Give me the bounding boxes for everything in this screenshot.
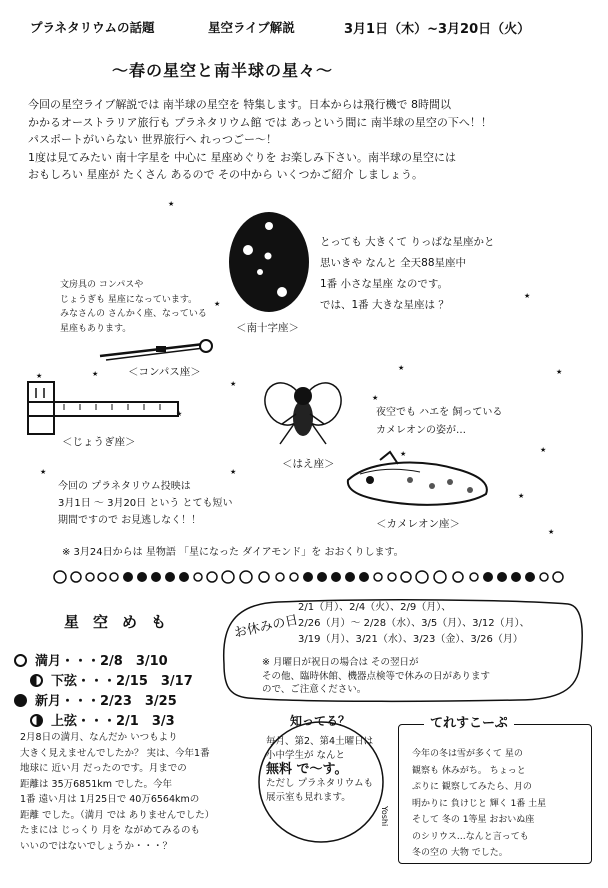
- note-line: そして 冬の 1等星 おおいぬ座: [412, 815, 535, 825]
- moon-phase-last-quarter: [30, 670, 193, 689]
- star-dot: [265, 253, 272, 260]
- header-event: 星空ライブ解説: [208, 20, 295, 35]
- note-line: とっても 大きくて りっぱな星座かと: [320, 236, 495, 248]
- note-line: みなさんの さんかく座、なっている: [60, 309, 207, 319]
- note-line: ただし プラネタリウムも: [266, 778, 374, 789]
- new-moon-icon: [14, 694, 27, 707]
- note-line: 距離は 35万6851km でした。今年: [20, 778, 173, 790]
- header-topic: プラネタリウムの話題: [30, 20, 155, 35]
- note-line: 期間ですので お見逃しなく！！: [58, 515, 202, 526]
- star-icon: ★: [372, 394, 379, 402]
- author-signature: Yoshi: [380, 806, 389, 827]
- moon-phase-first-quarter: [30, 710, 175, 729]
- note-line: 大きく見えませんでしたか？ 実は、今年1番: [20, 747, 210, 759]
- star-icon: ★: [548, 528, 555, 536]
- note-line: じょうぎも 星座になっています。: [60, 294, 198, 305]
- header: [22, 14, 592, 36]
- star-icon: ★: [230, 380, 237, 388]
- note-line: 文房具の コンパスや: [60, 280, 144, 290]
- sidebar-title: 星空めも: [64, 613, 181, 631]
- holiday-date-line: 2/26（月）〜 2/28（水）、3/5（月）、3/12（月）、: [298, 618, 530, 629]
- star-icon: ★: [518, 492, 525, 500]
- note-line: 星座もあります。: [60, 323, 132, 334]
- star-icon: ★: [230, 468, 237, 476]
- note-line: カメレオンの姿が…: [376, 425, 466, 436]
- note-line: 観察も 休みがち。 ちょっと: [412, 765, 526, 776]
- moon-circles-divider: [52, 567, 572, 587]
- note-line: 小中学生が なんと: [266, 750, 346, 761]
- note-line: たまには じっくり 月を ながめてみるのも: [20, 825, 201, 836]
- note-line: 毎月、第2、第4土曜日は: [266, 736, 374, 747]
- southern-cross-illustration: [224, 208, 314, 316]
- last-quarter-moon-icon: [30, 674, 43, 687]
- note-line: ぷりに 観察してみたら、月の: [412, 782, 532, 792]
- star-icon: ★: [524, 292, 531, 300]
- note-line: 1番 小さな星座 なのです。: [320, 278, 449, 290]
- star-dot: [243, 245, 253, 255]
- note-line: 2月8日の満月、なんだか いつもより: [20, 732, 178, 743]
- ruler-caption: ＜じょうぎ座＞: [62, 436, 136, 448]
- full-moon-icon: [14, 654, 27, 667]
- chameleon-caption: ＜カメレオン座＞: [376, 518, 460, 530]
- moon-phase-label: 下弦・・・2/15 3/17: [51, 674, 193, 689]
- compass-caption: ＜コンパス座＞: [128, 366, 201, 378]
- southern-cross-note: [320, 232, 494, 316]
- star-icon: ★: [92, 370, 99, 378]
- note-line: 今回の プラネタリウム投映は: [58, 481, 191, 492]
- telescope-note: [412, 746, 546, 862]
- note-line: ※ 月曜日が祝日の場合は その翌日が: [262, 657, 419, 668]
- fly-note: [376, 404, 502, 440]
- holiday-date-line: 2/1（月）、2/4（火）、2/9（月）、: [298, 602, 452, 613]
- note-line: ので、ご注意ください。: [262, 684, 367, 695]
- star-dot: [277, 287, 287, 297]
- intro-line: パスポートがいらない 世界旅行へ れっつごー〜！: [28, 133, 277, 146]
- note-line: 明かりに 負けじと 輝く 1番 土星: [412, 798, 547, 809]
- star-icon: ★: [168, 200, 175, 208]
- compass-note: [60, 278, 207, 336]
- compass-illustration: [96, 334, 220, 362]
- chameleon-illustration: [340, 450, 494, 514]
- intro-line: 今回の星空ライブ解説では 南半球の星空を 特集します。日本からは飛行機で 8時間以: [28, 98, 451, 111]
- star-icon: ★: [36, 372, 43, 380]
- star-icon: ★: [214, 300, 221, 308]
- star-icon: ★: [176, 410, 183, 418]
- star-icon: ★: [40, 468, 47, 476]
- note-line: では、1番 大きな星座は ？: [320, 299, 449, 311]
- moon-phase-new: [14, 690, 177, 709]
- did-you-know-title: 知ってる？: [290, 714, 351, 728]
- ruler-illustration: [24, 374, 184, 438]
- moon-phase-full: [14, 650, 168, 669]
- first-quarter-moon-icon: [30, 714, 43, 727]
- holiday-date-line: 3/19（月）、3/21（水）、3/23（金）、3/26（月）: [298, 634, 523, 645]
- note-line: 無料 で〜す。: [266, 762, 348, 777]
- holiday-label: お休みの日: [232, 612, 300, 641]
- note-line: 夜空でも ハエを 飼っている: [376, 407, 503, 418]
- star-icon: ★: [398, 364, 405, 372]
- header-period: 3月1日（木）~3月20日（火）: [344, 22, 531, 37]
- intro-line: 1度は見てみたい 南十字星を 中心に 星座めぐりを お楽しみ下さい。南半球の星空には: [28, 150, 456, 164]
- did-you-know-note: [266, 735, 373, 805]
- fly-illustration: [262, 374, 344, 452]
- star-icon: ★: [400, 450, 407, 458]
- note-line: のシリウス…なんと言っても: [412, 831, 529, 842]
- note-line: 思いきや なんと 全天88星座中: [320, 257, 467, 269]
- fly-caption: ＜はえ座＞: [282, 458, 335, 470]
- moon-phase-label: 満月・・・2/8 3/10: [35, 654, 168, 669]
- note-line: 展示室も見れます。: [266, 792, 351, 803]
- note-line: いいのではないでしょうか・・・？: [20, 840, 173, 852]
- star-icon: ★: [540, 446, 547, 454]
- holiday-note: [262, 656, 490, 697]
- southern-cross-caption: ＜南十字座＞: [236, 322, 299, 334]
- note-line: 今年の冬は雪が多くて 星の: [412, 749, 523, 759]
- telescope-title: てれすこーぷ: [424, 712, 514, 731]
- star-icon: ★: [556, 368, 563, 376]
- note-line: 冬の空の 大物 でした。: [412, 848, 508, 858]
- star-dot: [257, 269, 263, 275]
- note-line: 地球に 近い月 だったのです。月までの: [20, 763, 187, 774]
- intro-paragraph: [28, 96, 584, 184]
- note-line: 3月1日 〜 3月20日 という とても短い: [58, 498, 233, 509]
- intro-line: おもしろい 星座が たくさん あるので その中から いくつかご紹介 しましょう。: [28, 168, 423, 181]
- holiday-dates: [298, 600, 530, 648]
- note-line: その他、臨時休館、機器点検等で休みの日があります: [262, 670, 491, 682]
- note-line: 距離 でした。（満月 では ありませんでした）: [20, 809, 215, 821]
- next-program-note: ※ 3月24日からは 星物語 「星になった ダイアモンド」を おおくりします。: [62, 547, 404, 558]
- moon-phase-label: 新月・・・2/23 3/25: [35, 694, 177, 709]
- star-dot: [265, 222, 273, 230]
- page-title: 〜春の星空と南半球の星々〜: [112, 61, 334, 80]
- moon-phase-label: 上弦・・・2/1 3/3: [51, 714, 175, 729]
- moon-note: [20, 730, 266, 854]
- season-note: [58, 478, 233, 529]
- intro-line: かかるオーストラリア旅行も プラネタリウム館 では あっという間に 南半球の星空の下へ！！: [28, 115, 492, 129]
- note-line: 1番 遠い月は 1月25日で 40万6564kmの: [20, 794, 200, 805]
